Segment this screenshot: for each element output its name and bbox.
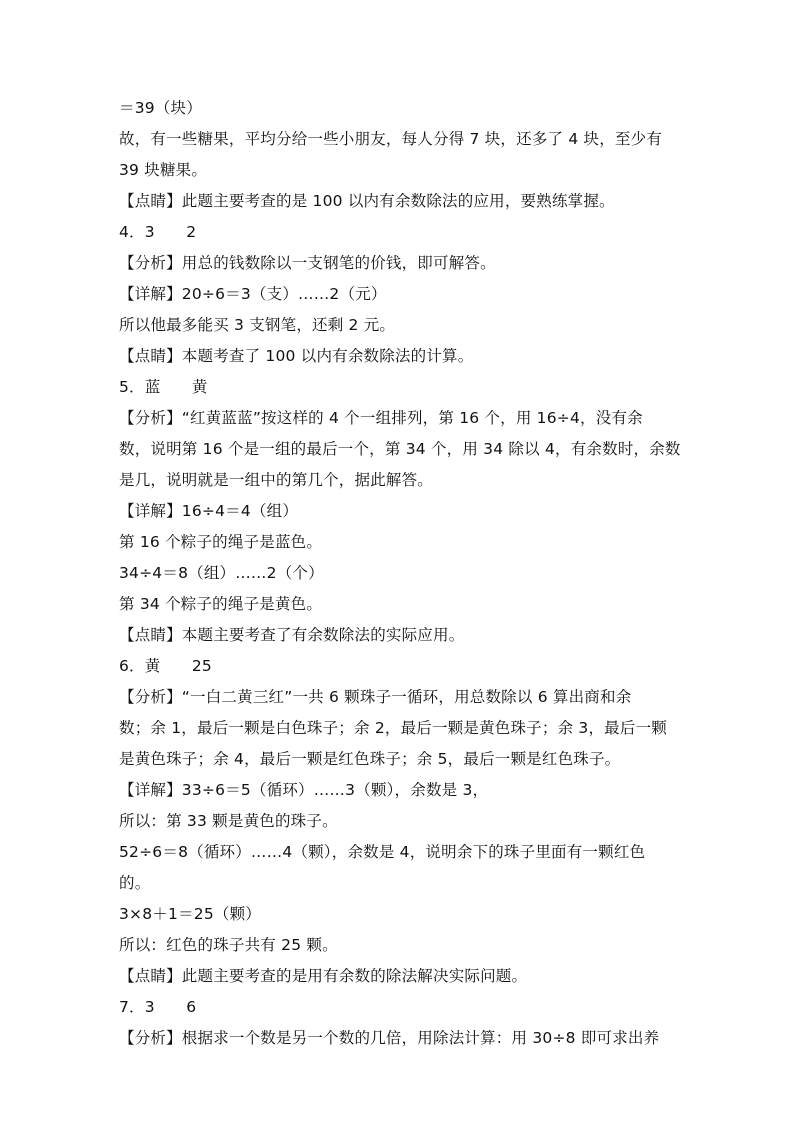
text-line: 第 34 个粽子的绳子是黄色。: [119, 595, 323, 613]
text-line: 所以：红色的珠子共有 25 颗。: [119, 936, 338, 954]
text-line: 是黄色珠子；余 4，最后一颗是红色珠子；余 5，最后一颗是红色珠子。: [119, 750, 621, 768]
text-line: 【分析】“一白二黄三红”一共 6 颗珠子一循环，用总数除以 6 算出商和余: [119, 688, 632, 706]
text-line: 【详解】16÷4＝4（组）: [119, 502, 299, 520]
text-line: 【分析】“红黄蓝蓝”按这样的 4 个一组排列，第 16 个，用 16÷4，没有余: [119, 409, 643, 427]
text-line: 【点睛】本题考查了 100 以内有余数除法的计算。: [119, 347, 474, 365]
text-line: 数，说明第 16 个是一组的最后一个，第 34 个，用 34 除以 4，有余数时，余数: [119, 440, 681, 458]
text-line: 数；余 1，最后一颗是白色珠子；余 2，最后一颗是黄色珠子；余 3，最后一颗: [119, 719, 667, 737]
answer-line: 4．3 2: [119, 223, 197, 241]
text-line: 所以他最多能买 3 支钢笔，还剩 2 元。: [119, 316, 396, 334]
text-line: 第 16 个粽子的绳子是蓝色。: [119, 533, 323, 551]
text-line: 34÷4＝8（组）……2（个）: [119, 564, 324, 582]
text-line: 故，有一些糖果，平均分给一些小朋友，每人分得 7 块，还多了 4 块，至少有: [119, 130, 663, 148]
text-line: 【点睛】本题主要考查了有余数除法的实际应用。: [119, 626, 465, 644]
text-line: 的。: [119, 874, 151, 892]
text-line: 【点睛】此题主要考查的是 100 以内有余数除法的应用，要熟练掌握。: [119, 192, 615, 210]
answer-line: 7．3 6: [119, 998, 197, 1016]
text-line: 3×8＋1＝25（颗）: [119, 905, 261, 923]
text-line: 是几，说明就是一组中的第几个，据此解答。: [119, 471, 434, 489]
text-line: ＝39（块）: [119, 99, 202, 117]
text-line: 【分析】根据求一个数是另一个数的几倍，用除法计算：用 30÷8 即可求出养: [119, 1029, 660, 1047]
text-line: 52÷6＝8（循环）……4（颗），余数是 4，说明余下的珠子里面有一颗红色: [119, 843, 646, 861]
answer-line: 6．黄 25: [119, 657, 212, 675]
answer-line: 5．蓝 黄: [119, 378, 208, 396]
text-line: 【详解】33÷6＝5（循环）……3（颗），余数是 3，: [119, 781, 489, 799]
text-line: 【分析】用总的钱数除以一支钢笔的价钱，即可解答。: [119, 254, 496, 272]
text-line: 所以：第 33 颗是黄色的珠子。: [119, 812, 338, 830]
text-line: 【详解】20÷6＝3（支）……2（元）: [119, 285, 387, 303]
text-line: 39 块糖果。: [119, 161, 208, 179]
text-line: 【点睛】此题主要考查的是用有余数的除法解决实际问题。: [119, 967, 528, 985]
